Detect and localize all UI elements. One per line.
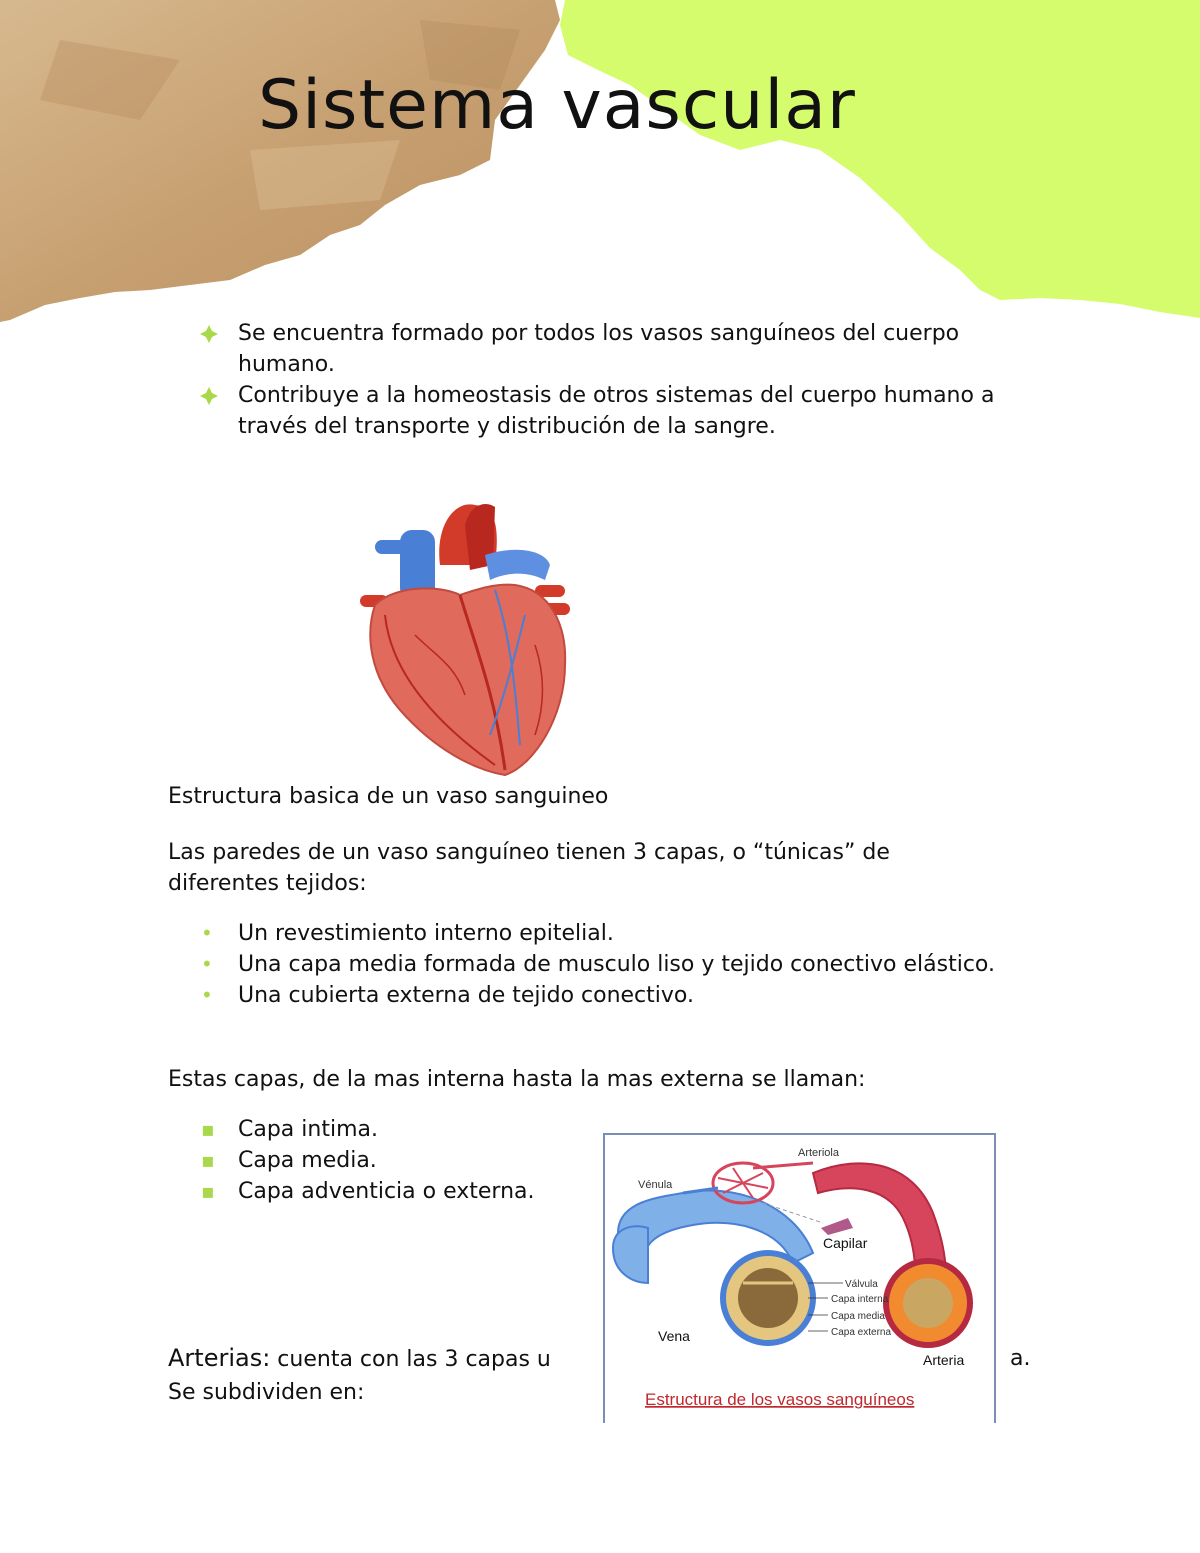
label-venula: Vénula <box>638 1179 673 1191</box>
list-item: • Una cubierta externa de tejido conectivo. <box>168 980 998 1011</box>
section-heading: Estructura basica de un vaso sanguineo <box>168 784 609 809</box>
header-banner <box>0 0 1200 340</box>
label-vena: Vena <box>658 1328 690 1344</box>
arterias-text: cuenta con las 3 capas u <box>277 1347 551 1372</box>
subdivide-text: Se subdividen en: <box>168 1380 365 1405</box>
bullet-icon: • <box>201 952 213 976</box>
label-arteria: Arteria <box>923 1352 965 1368</box>
label-capa-externa: Capa externa <box>831 1327 892 1338</box>
label-capa-media: Capa media <box>831 1311 885 1322</box>
diamond-bullet-icon <box>200 387 218 405</box>
square-bullet-icon: ▪ <box>201 1179 215 1203</box>
arterias-tail: a. <box>1010 1346 1031 1371</box>
layer-names-list <box>168 1114 598 1207</box>
layers-list <box>168 918 998 1011</box>
lime-paper-shape <box>560 0 1200 318</box>
intro-item-text: Contribuye a la homeostasis de otros sistemas del cuerpo humano a través del transporte y distribución de la sangre. <box>238 383 995 439</box>
label-arteriola: Arteriola <box>798 1147 839 1159</box>
list-item: ▪ Capa intima. <box>168 1114 598 1145</box>
diagram-caption: Estructura de los vasos sanguíneos <box>645 1390 915 1409</box>
square-bullet-icon: ▪ <box>201 1148 215 1172</box>
list-item: • Una capa media formada de musculo liso y tejido conectivo elástico. <box>168 949 998 980</box>
list-item: ▪ Capa adventicia o externa. <box>168 1176 598 1207</box>
list-item <box>168 318 1048 380</box>
list-item <box>168 380 1048 442</box>
paragraph-layer-names-intro: Estas capas, de la mas interna hasta la mas externa se llaman: <box>168 1067 866 1092</box>
diamond-bullet-icon <box>200 325 218 343</box>
intro-item-text: Se encuentra formado por todos los vasos sanguíneos del cuerpo humano. <box>238 321 960 377</box>
vessel-structure-diagram <box>603 1133 996 1423</box>
heart-illustration <box>345 495 590 780</box>
list-item: ▪ Capa media. <box>168 1145 598 1176</box>
paragraph-layers-intro: Las paredes de un vaso sanguíneo tienen 3 capas, o “túnicas” de diferentes tejidos: <box>168 840 890 896</box>
intro-list <box>168 318 1048 442</box>
bullet-icon: • <box>201 983 213 1007</box>
list-item: • Un revestimiento interno epitelial. <box>168 918 998 949</box>
label-capa-interna: Capa interna <box>831 1294 889 1305</box>
label-valvula: Válvula <box>845 1279 878 1290</box>
label-capilar: Capilar <box>823 1235 868 1251</box>
bullet-icon: • <box>201 921 213 945</box>
arterias-label: Arterias: <box>168 1344 271 1372</box>
square-bullet-icon: ▪ <box>201 1117 215 1141</box>
page-title: Sistema vascular <box>258 66 856 145</box>
